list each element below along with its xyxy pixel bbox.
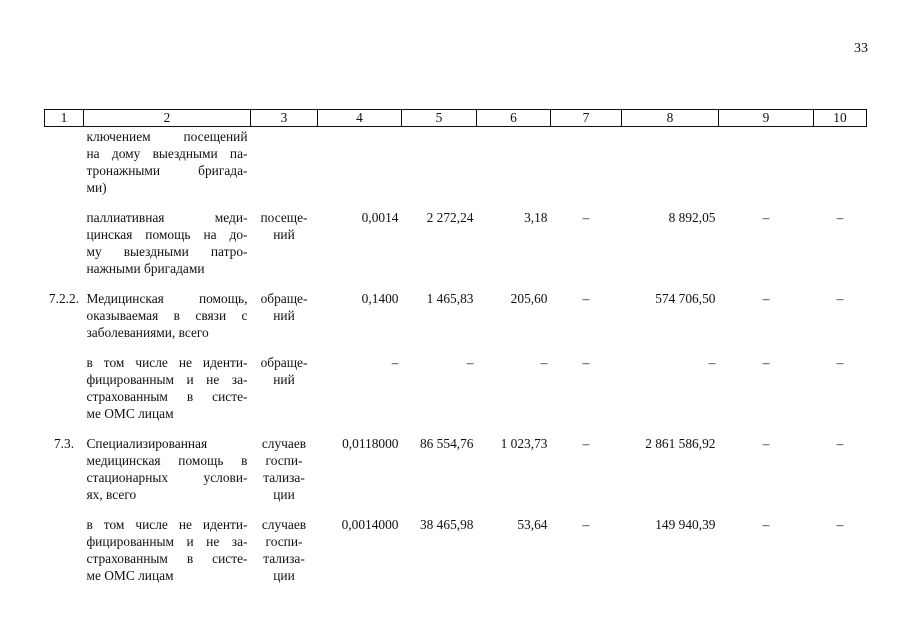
cell-col4 [318, 127, 402, 210]
row-unit [251, 516, 318, 597]
cell-col9: – [762, 210, 770, 225]
row-unit-line: ции [273, 487, 295, 502]
row-name [84, 127, 251, 210]
cell-col4: 0,0014 [361, 210, 399, 225]
row-unit-line: ний [273, 372, 295, 387]
row-unit-line: тализа- [263, 470, 305, 485]
cell-col9: – [762, 291, 770, 306]
row-name-line: Медицинская помощь, [86, 291, 248, 306]
cell-col7: – [582, 355, 590, 370]
row-name-line: ми) [86, 180, 107, 195]
cell-col8: 574 706,50 [655, 291, 716, 306]
cell-col8: 149 940,39 [655, 517, 716, 532]
cell-col4: 0,0014000 [341, 517, 399, 532]
cell-col10: – [836, 291, 844, 306]
row-number [45, 516, 84, 597]
cell-col5: – [466, 355, 474, 370]
header-cell: 8 [622, 110, 719, 127]
cell-col5: 86 554,76 [419, 436, 474, 451]
table-row [45, 290, 867, 354]
cell-col9: – [762, 436, 770, 451]
cell-col4: 0,1400 [361, 291, 399, 306]
row-unit [251, 209, 318, 290]
data-table [44, 109, 867, 597]
row-name-line: фицированным и не за- [86, 534, 248, 549]
row-name-line: Специализированная [86, 436, 208, 451]
row-unit [251, 290, 318, 354]
cell-col7: – [582, 517, 590, 532]
cell-col10: – [836, 210, 844, 225]
row-name-line: в том числе не иденти- [86, 517, 248, 532]
header-cell: 2 [84, 110, 251, 127]
row-name-line: на дому выездными па- [86, 146, 248, 161]
row-unit-line: ции [273, 568, 295, 583]
cell-col8: 2 861 586,92 [645, 436, 716, 451]
row-name-line: цинская помощь на до- [86, 227, 248, 242]
row-unit [251, 435, 318, 516]
cell-col8 [622, 127, 719, 210]
row-name-line: медицинская помощь в [86, 453, 248, 468]
row-unit-line: случаев [261, 436, 307, 451]
row-unit [251, 354, 318, 435]
row-name-line: ключением посещений [86, 129, 248, 144]
cell-col9 [719, 127, 814, 210]
header-cell: 6 [477, 110, 551, 127]
row-unit-line: госпи- [265, 453, 303, 468]
header-cell: 10 [814, 110, 867, 127]
row-name-line: ме ОМС лицам [86, 406, 174, 421]
cell-col10: – [836, 355, 844, 370]
row-name-line: стационарных услови- [86, 470, 248, 485]
cell-col4: 0,0118000 [342, 436, 399, 451]
header-cell: 7 [551, 110, 622, 127]
row-number [45, 209, 84, 290]
row-unit-line: обраще- [260, 355, 308, 370]
row-name [84, 435, 251, 516]
table-row [45, 209, 867, 290]
header-cell: 1 [45, 110, 84, 127]
cell-col6 [477, 127, 551, 210]
row-name-line: ме ОМС лицам [86, 568, 174, 583]
cell-col9: – [762, 355, 770, 370]
row-name-line: страхованным в систе- [86, 389, 248, 404]
row-name-line: страхованным в систе- [86, 551, 248, 566]
row-name [84, 209, 251, 290]
table-row [45, 354, 867, 435]
row-name [84, 290, 251, 354]
row-unit-line: обраще- [260, 291, 308, 306]
row-unit-line: посеще- [260, 210, 308, 225]
header-cell: 5 [402, 110, 477, 127]
cell-col5: 2 272,24 [426, 210, 474, 225]
row-unit [251, 127, 318, 210]
cell-col6: 3,18 [524, 210, 548, 225]
table-row [45, 435, 867, 516]
row-name-line: фицированным и не за- [86, 372, 248, 387]
cell-col6: 205,60 [510, 291, 548, 306]
table-row [45, 516, 867, 597]
cell-col10: – [836, 436, 844, 451]
row-number: 7.2.2. [48, 291, 80, 306]
header-cell: 9 [719, 110, 814, 127]
row-unit-line: ний [273, 308, 295, 323]
header-cell: 4 [318, 110, 402, 127]
header-cell: 3 [251, 110, 318, 127]
row-name-line: заболеваниями, всего [86, 325, 209, 340]
row-name-line: паллиативная меди- [86, 210, 248, 225]
cell-col4: – [391, 355, 399, 370]
row-unit-line: тализа- [263, 551, 305, 566]
table-row [45, 127, 867, 210]
cell-col7: – [582, 291, 590, 306]
row-name-line: оказываемая в связи с [86, 308, 248, 323]
page-number: 33 [854, 41, 868, 56]
cell-col10 [814, 127, 867, 210]
row-number: 7.3. [53, 436, 75, 451]
cell-col7 [551, 127, 622, 210]
table-header-row [45, 110, 867, 127]
row-unit-line: госпи- [265, 534, 303, 549]
row-number [45, 354, 84, 435]
cell-col6: 53,64 [517, 517, 548, 532]
cell-col6: 1 023,73 [500, 436, 548, 451]
cell-col7: – [582, 436, 590, 451]
cell-col9: – [762, 517, 770, 532]
row-name-line: му выездными патро- [86, 244, 248, 259]
row-unit-line: случаев [261, 517, 307, 532]
cell-col8: 8 892,05 [668, 210, 716, 225]
cell-col5: 38 465,98 [419, 517, 474, 532]
cell-col10: – [836, 517, 844, 532]
cell-col5: 1 465,83 [426, 291, 474, 306]
cell-col5 [402, 127, 477, 210]
cell-col8: – [708, 355, 716, 370]
row-name-line: нажными бригадами [86, 261, 205, 276]
cell-col6: – [540, 355, 548, 370]
row-unit-line: ний [273, 227, 295, 242]
row-name-line: тронажными бригада- [86, 163, 248, 178]
cell-col7: – [582, 210, 590, 225]
row-number [45, 127, 84, 210]
row-name-line: ях, всего [86, 487, 137, 502]
row-name-line: в том числе не иденти- [86, 355, 248, 370]
row-name [84, 516, 251, 597]
row-name [84, 354, 251, 435]
